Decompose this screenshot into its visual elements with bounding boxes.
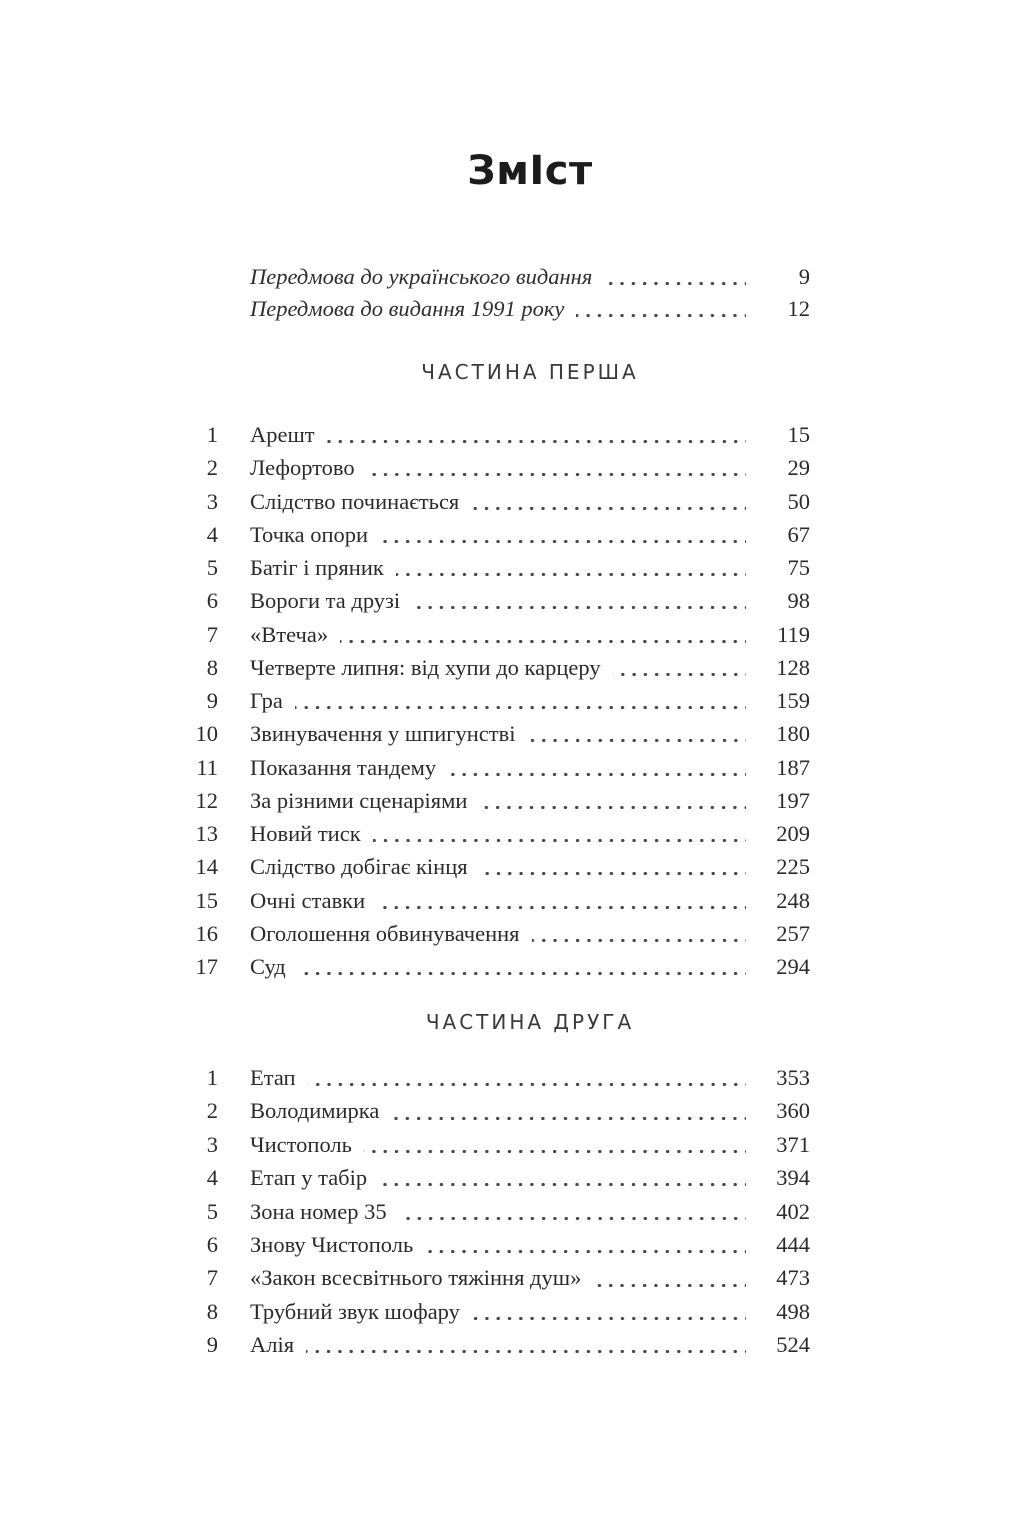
chapter-row: [188, 1161, 810, 1194]
chapter-page-number: 360: [776, 1098, 810, 1124]
preface-label: Передмова до українського видання: [250, 264, 593, 289]
chapter-title: Етап: [250, 1065, 296, 1090]
dot-leader: [532, 917, 746, 950]
chapter-row: [188, 950, 810, 983]
chapter-page-number: 444: [776, 1231, 810, 1257]
chapter-page-number: 248: [776, 887, 810, 913]
chapter-number: 1: [206, 1065, 218, 1090]
chapter-row: [188, 651, 810, 684]
dot-leader: [399, 1195, 746, 1228]
chapter-row: [188, 485, 810, 518]
dot-leader: [380, 518, 746, 551]
chapter-number: 3: [206, 1131, 218, 1157]
chapter-row: [188, 1195, 810, 1228]
dot-leader: [604, 261, 746, 293]
chapter-row: [188, 1061, 810, 1094]
chapter-row: [188, 751, 810, 784]
dot-leader: [593, 1261, 746, 1294]
chapter-number: 5: [206, 555, 218, 580]
chapter-page-number: 473: [776, 1265, 810, 1291]
chapter-page-number: 67: [787, 521, 810, 547]
dot-leader: [472, 1295, 746, 1328]
dot-leader: [377, 884, 746, 917]
chapter-title: «Втеча»: [250, 621, 329, 647]
chapter-row: [188, 451, 810, 484]
dot-leader: [528, 717, 747, 750]
chapter-page-number: 394: [776, 1165, 810, 1191]
chapter-title: Вороги та друзі: [250, 588, 401, 614]
chapter-row: [188, 684, 810, 717]
chapter-number: 1: [206, 422, 218, 447]
chapter-number: 16: [195, 920, 218, 946]
chapter-number: 3: [206, 488, 218, 514]
chapter-title: Слідство добігає кінця: [250, 854, 468, 880]
chapter-row: [188, 850, 810, 883]
preface-label: Передмова до видання 1991 року: [250, 296, 565, 321]
chapter-title: За різними сценаріями: [250, 787, 468, 813]
chapter-page-number: 209: [776, 821, 810, 846]
chapter-title: Очні ставки: [250, 887, 366, 913]
chapter-page-number: 98: [787, 588, 810, 614]
chapter-number: 8: [206, 1298, 218, 1324]
chapter-title: Арешт: [250, 422, 315, 447]
dot-leader: [367, 451, 746, 484]
chapter-number: 8: [206, 654, 218, 680]
chapter-title: Оголошення обвинувачення: [250, 920, 520, 946]
chapter-title: Звинувачення у шпигунстві: [250, 721, 516, 747]
chapter-page-number: 402: [776, 1198, 810, 1224]
dot-leader: [298, 950, 746, 983]
chapter-page-number: 371: [776, 1131, 810, 1157]
dot-leader: [306, 1328, 746, 1361]
chapter-number: 11: [196, 754, 218, 780]
dot-leader: [613, 651, 746, 684]
chapter-page-number: 29: [787, 455, 810, 481]
page-title: ЗмІст: [467, 148, 593, 194]
chapter-number: 2: [206, 455, 218, 481]
chapter-row: [188, 784, 810, 817]
chapter-page-number: 197: [776, 787, 810, 813]
dot-leader: [364, 1128, 746, 1161]
chapter-title: Показання тандему: [250, 754, 437, 780]
preface-entry: [250, 293, 810, 325]
chapter-row: [188, 584, 810, 617]
chapter-title: Батіг і пряник: [250, 555, 384, 580]
chapter-row: [188, 717, 810, 750]
chapter-row: [188, 1261, 810, 1294]
chapter-page-number: 498: [776, 1298, 810, 1324]
chapter-number: 14: [195, 854, 218, 880]
chapter-row: [188, 917, 810, 950]
chapter-page-number: 50: [787, 488, 810, 514]
chapter-page-number: 294: [776, 954, 810, 979]
chapter-number: 12: [195, 787, 218, 813]
part-one-heading: ЧАСТИНА ПЕРША: [421, 360, 639, 384]
chapter-row: [188, 884, 810, 917]
chapter-number: 7: [206, 621, 218, 647]
chapter-number: 5: [206, 1198, 218, 1224]
chapter-number: 4: [206, 521, 218, 547]
chapter-title: Чистополь: [250, 1131, 352, 1157]
dot-leader: [373, 817, 746, 850]
dot-leader: [340, 618, 746, 651]
preface-page-number: 12: [787, 296, 810, 321]
chapter-page-number: 128: [776, 654, 810, 680]
chapter-title: «Закон всесвітнього тяжіння душ»: [250, 1265, 582, 1291]
dot-leader: [396, 551, 746, 584]
chapter-list-part-two: [188, 1061, 810, 1362]
chapter-row: [188, 551, 810, 584]
chapter-row: [188, 518, 810, 551]
preface-entry: [250, 261, 810, 293]
chapter-row: [188, 618, 810, 651]
chapter-page-number: 353: [776, 1065, 810, 1090]
chapter-title: Алія: [250, 1332, 295, 1358]
chapter-list-part-one: [188, 418, 810, 983]
preface-page-number: 9: [798, 264, 810, 289]
chapter-page-number: 119: [777, 621, 810, 647]
chapter-title: Гра: [250, 688, 283, 713]
chapter-number: 17: [195, 954, 218, 979]
chapter-page-number: 225: [776, 854, 810, 880]
dot-leader: [480, 850, 746, 883]
chapter-number: 6: [206, 1231, 218, 1257]
dot-leader: [391, 1094, 746, 1127]
dot-leader: [327, 418, 746, 451]
chapter-number: 13: [195, 821, 218, 846]
chapter-page-number: 15: [787, 422, 810, 447]
chapter-row: [188, 1228, 810, 1261]
chapter-title: Володимирка: [250, 1098, 380, 1124]
chapter-row: [188, 1295, 810, 1328]
chapter-number: 4: [206, 1165, 218, 1191]
chapter-page-number: 257: [776, 920, 810, 946]
chapter-page-number: 180: [776, 721, 810, 747]
dot-leader: [576, 293, 746, 325]
chapter-number: 7: [206, 1265, 218, 1291]
chapter-title: Етап у табір: [250, 1165, 368, 1191]
chapter-page-number: 524: [776, 1332, 810, 1358]
preface-list: [250, 261, 810, 325]
chapter-title: Трубний звук шофару: [250, 1298, 460, 1324]
dot-leader: [379, 1161, 746, 1194]
chapter-row: [188, 817, 810, 850]
chapter-title: Лефортово: [250, 455, 355, 481]
part-two-heading: ЧАСТИНА ДРУГА: [425, 1010, 635, 1034]
dot-leader: [479, 784, 746, 817]
chapter-page-number: 159: [776, 688, 810, 713]
chapter-number: 6: [206, 588, 218, 614]
chapter-row: [188, 418, 810, 451]
chapter-number: 2: [206, 1098, 218, 1124]
dot-leader: [425, 1228, 746, 1261]
chapter-row: [188, 1094, 810, 1127]
chapter-title: Точка опори: [250, 521, 369, 547]
chapter-title: Знову Чистополь: [250, 1231, 414, 1257]
chapter-title: Слідство починається: [250, 488, 460, 514]
chapter-title: Четверте липня: від хупи до карцеру: [250, 654, 601, 680]
dot-leader: [412, 584, 746, 617]
dot-leader: [308, 1061, 746, 1094]
chapter-page-number: 187: [776, 754, 810, 780]
chapter-number: 9: [206, 688, 218, 713]
chapter-row: [188, 1328, 810, 1361]
chapter-title: Зона номер 35: [250, 1198, 387, 1224]
dot-leader: [471, 485, 746, 518]
chapter-title: Новий тиск: [250, 821, 361, 846]
dot-leader: [295, 684, 746, 717]
chapter-number: 9: [206, 1332, 218, 1358]
chapter-page-number: 75: [787, 555, 810, 580]
chapter-number: 10: [195, 721, 218, 747]
chapter-row: [188, 1128, 810, 1161]
dot-leader: [448, 751, 746, 784]
chapter-title: Суд: [250, 954, 286, 979]
chapter-number: 15: [195, 887, 218, 913]
